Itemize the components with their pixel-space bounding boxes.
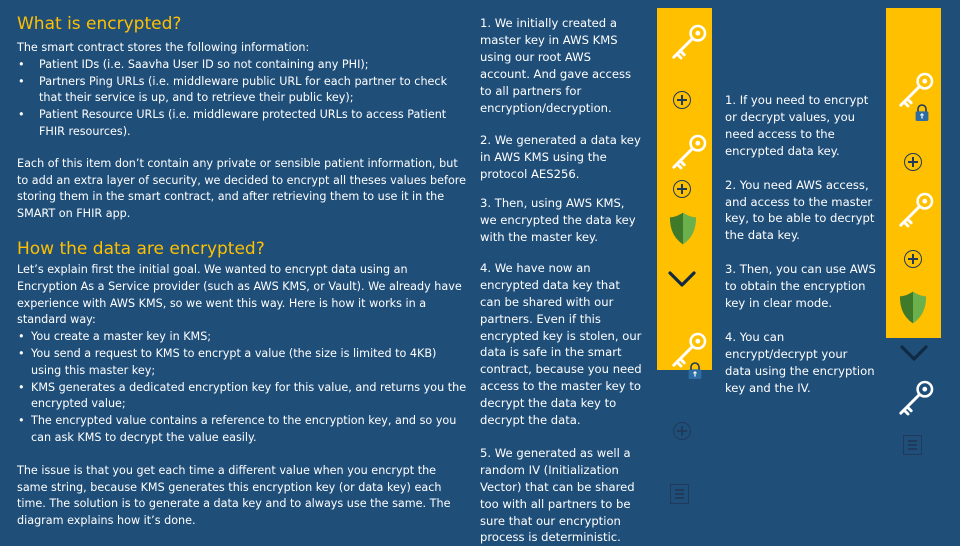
chevron-down-icon (667, 270, 697, 288)
list-item: • You send a request to KMS to encrypt a value (the size is limited to 4KB) using this master key; (17, 346, 467, 380)
heading-what-is-encrypted: What is encrypted? (17, 14, 182, 34)
plus-circle-icon (904, 153, 922, 171)
right-step-2: 2. You need AWS access, and access to the master key, to be able to decrypt the data key. (725, 177, 875, 243)
middle-step-2: 2. We generated a data key in AWS KMS using the protocol AES256. (480, 133, 641, 182)
shield-icon (669, 211, 697, 246)
intro-text: The smart contract stores the following information: (17, 41, 310, 54)
middle-step-5: 5. We generated as well a random IV (Initialization Vector) that can be shared too with all partners to be sure that our encryption process is deterministic. (480, 445, 635, 545)
data-key-icon (669, 132, 709, 172)
diagram-strip-2 (886, 8, 941, 338)
list-item: • You create a master key in KMS; (17, 329, 467, 346)
right-step-1: 1. If you need to encrypt or decrypt values, you need access to the encrypted data key. (725, 93, 869, 158)
document-icon (670, 484, 689, 504)
plus-circle-icon (904, 250, 922, 268)
heading-how-encrypted: How the data are encrypted? (17, 238, 265, 259)
privacy-note: Each of this item don’t contain any private or sensible patient information, but to add an extra layer of security, we decided to encrypt all theses values before storing them in the smart contract, and after retrieving them to use it in the SMART on FHIR app. (17, 156, 467, 221)
list-item: • Patient Resource URLs (i.e. middleware protected URLs to access Patient FHIR resources). (17, 107, 467, 141)
chevron-down-icon (899, 344, 929, 362)
middle-steps (480, 15, 644, 546)
issue-text: The issue is that you get each time a different value when you encrypt the same string, because KMS generates this encryption key (or data key) each time. The solution is to generate a data key and to always use the same. The diagram explains how it’s done. (17, 463, 451, 528)
list-item: • KMS generates a dedicated encryption key for this value, and returns you the encrypted value; (17, 380, 467, 414)
plus-circle-icon (673, 422, 691, 440)
document-icon (903, 435, 922, 455)
middle-step-1: 1. We initially created a master key in AWS KMS using our root AWS account. And gave access to all partners for encryption/decryption. (480, 16, 632, 115)
right-steps (725, 92, 877, 397)
master-key-icon (669, 22, 709, 62)
shield-icon (899, 290, 927, 325)
stored-items-list (17, 57, 467, 141)
list-item: • The encrypted value contains a reference to the encryption key, and so you can ask KMS to decrypt the value easily. (17, 413, 467, 447)
right-step-3: 3. Then, you can use AWS to obtain the encryption key in clear mode. (725, 262, 876, 311)
list-item: • Partners Ping URLs (i.e. middleware public URL for each partner to check that their service is up, and to retrieve their public key); (17, 74, 467, 108)
plus-circle-icon (673, 180, 691, 198)
lock-icon (687, 362, 703, 380)
list-item: • Patient IDs (i.e. Saavha User ID so not containing any PHI); (17, 57, 467, 74)
middle-step-4: 4. We have now an encrypted data key that can be shared with our partners. Even if this encrypted key is stolen, our data is safe in the smart contract, because you need access to the master key to decrypt the data key to decrypt the data. (480, 260, 642, 428)
encryption-key-icon (896, 378, 936, 418)
right-step-4: 4. You can encrypt/decrypt your data using the encryption key and the IV. (725, 329, 875, 395)
kms-steps-list (17, 329, 467, 447)
lock-icon (914, 104, 930, 122)
middle-step-3: 3. Then, using AWS KMS, we encrypted the data key with the master key. (480, 196, 636, 244)
plus-circle-icon (673, 91, 691, 109)
master-key-icon (896, 190, 936, 230)
left-column (17, 14, 467, 530)
goal-text: Let’s explain first the initial goal. We wanted to encrypt data using an Encryption As a Service provider (such as AWS KMS, or Vault). We already have experience with AWS KMS, so we went this way. Here is how it works in a standard way: (17, 262, 462, 327)
